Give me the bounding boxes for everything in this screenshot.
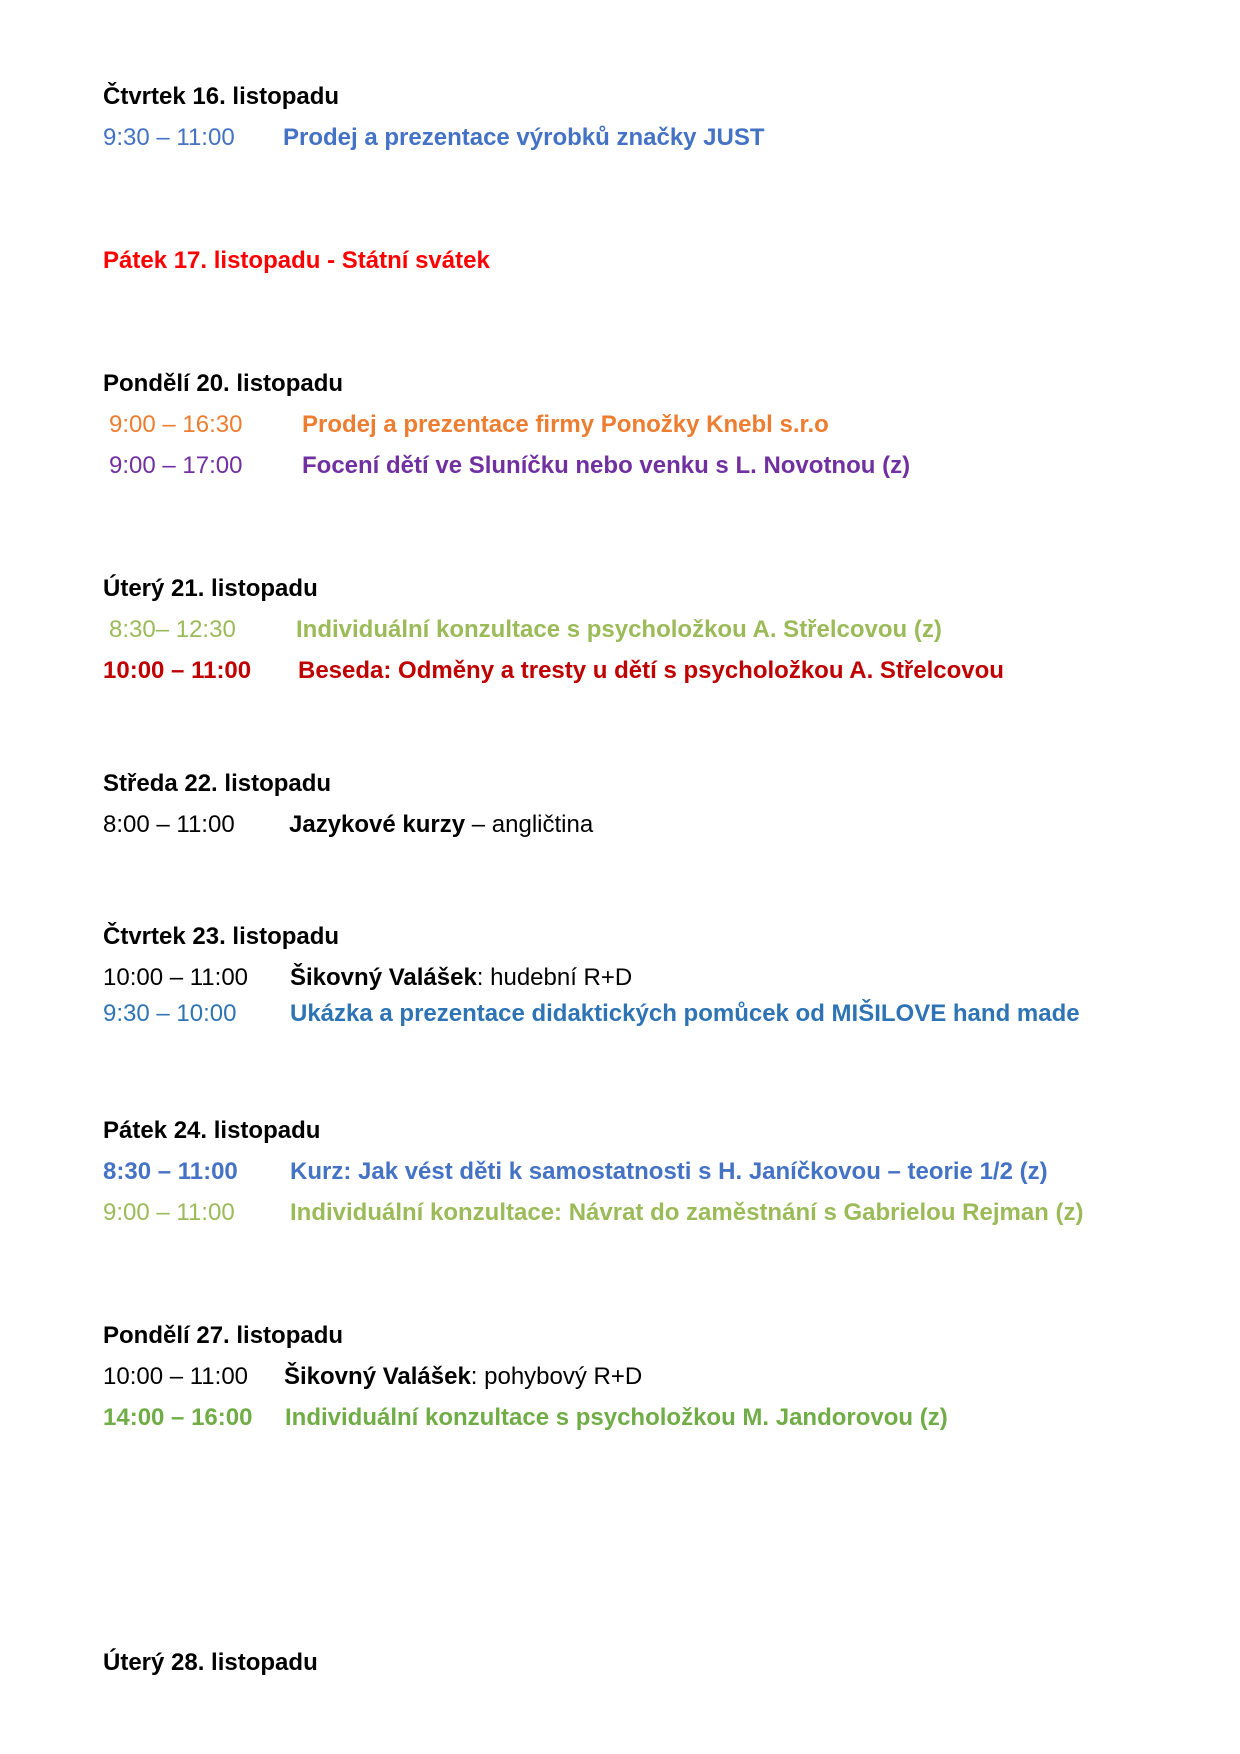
entry-time: 8:30 – 11:00 [103,1158,238,1185]
schedule-entry [103,655,1004,687]
schedule-entry [103,998,1080,1030]
schedule-entry [103,1156,1048,1188]
entry-suffix: : hudební R+D [476,964,633,991]
entry-title: Šikovný Valášek [290,964,477,991]
day-heading: Pondělí 20. listopadu [103,370,344,397]
day-heading: Pondělí 27. listopadu [103,1322,344,1349]
entry-title: Šikovný Valášek [284,1363,471,1390]
entry-suffix: : pohybový R+D [470,1363,643,1390]
entry-time: 9:30 – 10:00 [103,1000,237,1027]
entry-title: Prodej a prezentace firmy Ponožky Knebl s.r.o [302,411,829,438]
schedule-entry [103,1402,948,1434]
day-heading: Úterý 28. listopadu [103,1649,318,1676]
schedule-entry [103,122,765,154]
day-heading: Pátek 24. listopadu [103,1117,321,1144]
schedule-entry [109,409,829,441]
entry-suffix: – angličtina [465,811,594,838]
entry-title: Individuální konzultace s psycholožkou M. Jandorovou (z) [285,1404,948,1431]
schedule-entry [109,450,910,482]
entry-title: Jazykové kurzy [289,811,466,838]
entry-time: 9:30 – 11:00 [103,124,235,151]
schedule-entry [103,1361,642,1393]
schedule-entry [109,614,942,646]
entry-time: 14:00 – 16:00 [103,1404,253,1431]
entry-title: Beseda: Odměny a tresty u dětí s psycholožkou A. Střelcovou [298,657,1004,684]
entry-time: 8:00 – 11:00 [103,811,235,838]
entry-title: Individuální konzultace s psycholožkou A. Střelcovou (z) [296,616,942,643]
day-heading: Čtvrtek 16. listopadu [103,83,340,110]
entry-time: 9:00 – 16:30 [109,411,243,438]
entry-time: 10:00 – 11:00 [103,964,249,991]
entry-time: 8:30– 12:30 [109,616,236,643]
schedule-entry [103,809,593,841]
entry-title: Prodej a prezentace výrobků značky JUST [283,124,765,151]
entry-title: Ukázka a prezentace didaktických pomůcek od MIŠILOVE hand made [290,1000,1080,1027]
schedule-entry [103,962,632,994]
entry-title: Individuální konzultace: Návrat do zaměstnání s Gabrielou Rejman (z) [290,1199,1084,1226]
entry-title: Focení dětí ve Sluníčku nebo venku s L. Novotnou (z) [302,452,911,479]
day-heading: Středa 22. listopadu [103,770,332,797]
entry-time: 9:00 – 11:00 [103,1199,235,1226]
entry-time: 10:00 – 11:00 [103,657,252,684]
day-heading: Úterý 21. listopadu [103,575,318,602]
entry-title: Kurz: Jak vést děti k samostatnosti s H. Janíčkovou – teorie 1/2 (z) [290,1158,1048,1185]
entry-time: 9:00 – 17:00 [109,452,243,479]
entry-time: 10:00 – 11:00 [103,1363,249,1390]
schedule-entry [103,1197,1084,1229]
day-heading: Čtvrtek 23. listopadu [103,923,340,950]
holiday-heading: Pátek 17. listopadu - Státní svátek [103,247,490,274]
